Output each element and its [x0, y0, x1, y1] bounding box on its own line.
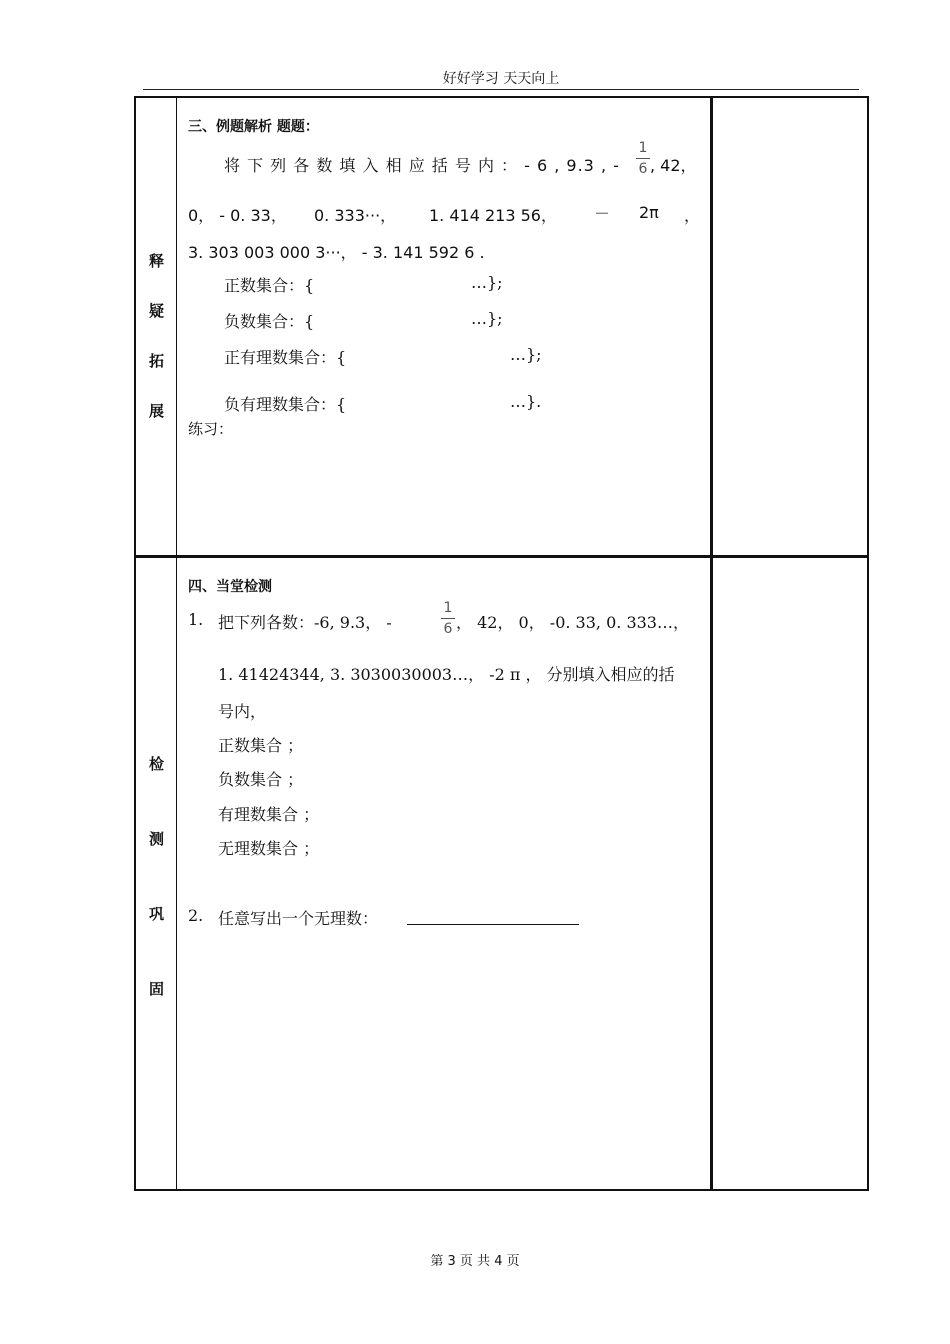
side-char: 测 — [148, 830, 164, 848]
set-negative-end: …}; — [471, 309, 503, 328]
q1-line2: 1. 41424344, 3. 3030030003…， -2 π ， 分别填入相应的括 — [218, 665, 675, 684]
set-neg-rational-label: 负有理数集合：{ — [224, 395, 347, 414]
set-positive-end: …}; — [471, 273, 503, 292]
q1-negative-set: 负数集合 ； — [218, 770, 304, 789]
section2-heading: 四、当堂检测 — [188, 579, 272, 595]
example-line2-f: ， — [684, 206, 701, 225]
side-char: 检 — [148, 755, 164, 773]
example-line2-a: 0， - 0. 33， — [188, 206, 287, 225]
side-char: 巩 — [148, 905, 164, 923]
example-line2-e: 2π — [639, 203, 659, 222]
q1-rational-set: 有理数集合 ； — [218, 805, 320, 824]
q1-line3: 号内， — [218, 702, 267, 721]
side-char: 释 — [148, 252, 164, 270]
worksheet-table — [134, 96, 869, 1191]
side-char: 展 — [148, 402, 164, 420]
side-char: 拓 — [148, 352, 164, 370]
q1-irrational-set: 无理数集合 ； — [218, 839, 320, 858]
fraction-one-sixth: 1 6 — [636, 140, 650, 177]
side-char: 固 — [148, 980, 164, 998]
q1-fraction-one-sixth: 1 6 — [441, 600, 455, 637]
page-header: 好好学习 天天向上 — [442, 71, 560, 87]
example-line2-d: － — [594, 204, 611, 223]
example-line2-c: 1. 414 213 56， — [429, 206, 557, 225]
section1-heading: 三、例题解析 题题： — [188, 119, 319, 135]
page-footer: 第 3 页 共 4 页 — [430, 1254, 520, 1269]
column-divider-right — [710, 98, 713, 1189]
set-pos-rational-label: 正有理数集合：{ — [224, 348, 347, 367]
header-rule — [143, 89, 859, 90]
set-negative-label: 负数集合：{ — [224, 312, 315, 331]
set-pos-rational-end: …}; — [510, 345, 542, 364]
row-divider — [136, 555, 867, 558]
example-line1: 将 下 列 各 数 填 入 相 应 括 号 内 ： - 6 , 9.3 , - — [224, 156, 620, 175]
side-char: 疑 — [148, 302, 164, 320]
q1-text: 把下列各数：-6, 9.3， - — [218, 613, 392, 632]
q2-text: 任意写出一个无理数： — [218, 909, 379, 928]
set-neg-rational-end: …}. — [510, 392, 542, 411]
set-positive-label: 正数集合：{ — [224, 276, 315, 295]
example-line2-b: 0. 333···， — [314, 206, 397, 225]
q2-number: 2. — [188, 906, 204, 925]
q1-number: 1. — [188, 610, 204, 629]
q1-positive-set: 正数集合 ； — [218, 736, 304, 755]
example-line3: 3. 303 003 000 3···， - 3. 141 592 6 . — [188, 243, 485, 262]
q2-answer-blank[interactable] — [407, 924, 579, 925]
practice-label: 练习： — [188, 420, 234, 438]
example-line1-after: , 42， — [650, 156, 697, 175]
q1-after: ， 42， 0， -0. 33, 0. 333…， — [456, 613, 689, 632]
